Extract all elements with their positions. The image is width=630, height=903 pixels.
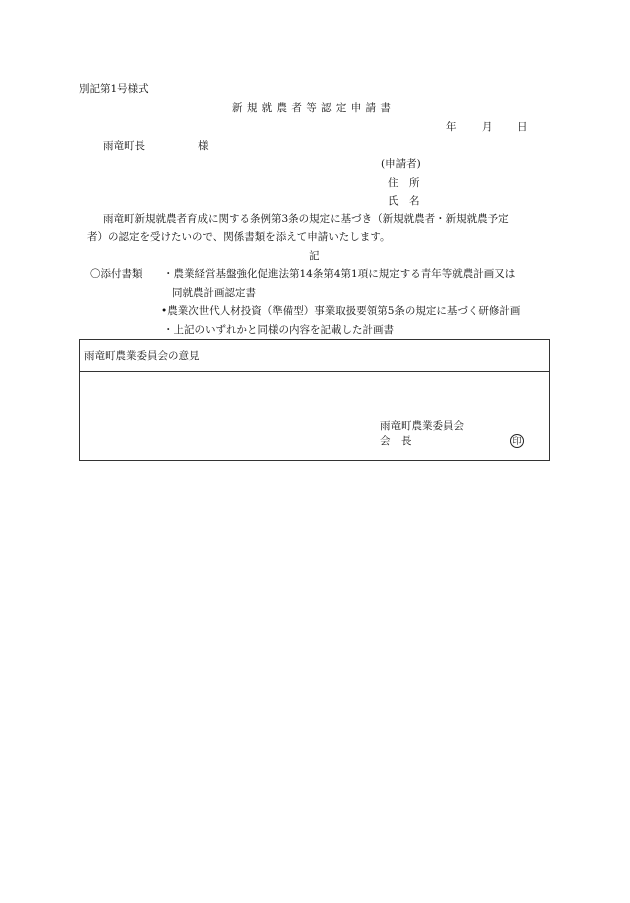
addressee-honorific: 様 [198, 140, 209, 152]
applicant-heading: (申請者) [381, 158, 421, 170]
ki-marker: 記 [309, 250, 320, 262]
seal-mark-icon: 印 [510, 434, 524, 448]
body-line-1: 雨竜町新規就農者育成に関する条例第3条の規定に基づき（新規就農者・新規就農予定 [103, 213, 509, 225]
date-day: 日 [517, 121, 528, 133]
committee-heading: 雨竜町農業委員会の意見 [84, 350, 200, 362]
attachment-item-1: ・農業経営基盤強化促進法第14条第4第1項に規定する青年等就農計画又は [163, 268, 516, 280]
committee-opinion-box [79, 339, 550, 461]
body-line-2: 者）の認定を受けたいので、関係書類を添えて申請いたします。 [87, 231, 391, 243]
attachments-label: 〇添付書類 [90, 268, 143, 280]
form-title: 新 規 就 農 者 等 認 定 申 請 書 [232, 102, 392, 114]
applicant-name-label: 氏 名 [388, 195, 420, 207]
attachment-item-3: ・上記のいずれかと同様の内容を記載した計画書 [163, 324, 394, 336]
form-number: 別記第1号様式 [79, 83, 149, 95]
date-month: 月 [482, 121, 493, 133]
box-divider [80, 371, 549, 372]
committee-org: 雨竜町農業委員会 [380, 420, 464, 432]
attachment-item-1-cont: 同就農計画認定書 [172, 287, 256, 299]
date-year: 年 [446, 121, 457, 133]
committee-role: 会 長 [380, 435, 412, 447]
attachment-item-2: •農業次世代人材投資（準備型）事業取扱要領第5条の規定に基づく研修計画 [161, 305, 521, 317]
applicant-address-label: 住 所 [388, 177, 420, 189]
addressee-name: 雨竜町長 [103, 140, 145, 152]
